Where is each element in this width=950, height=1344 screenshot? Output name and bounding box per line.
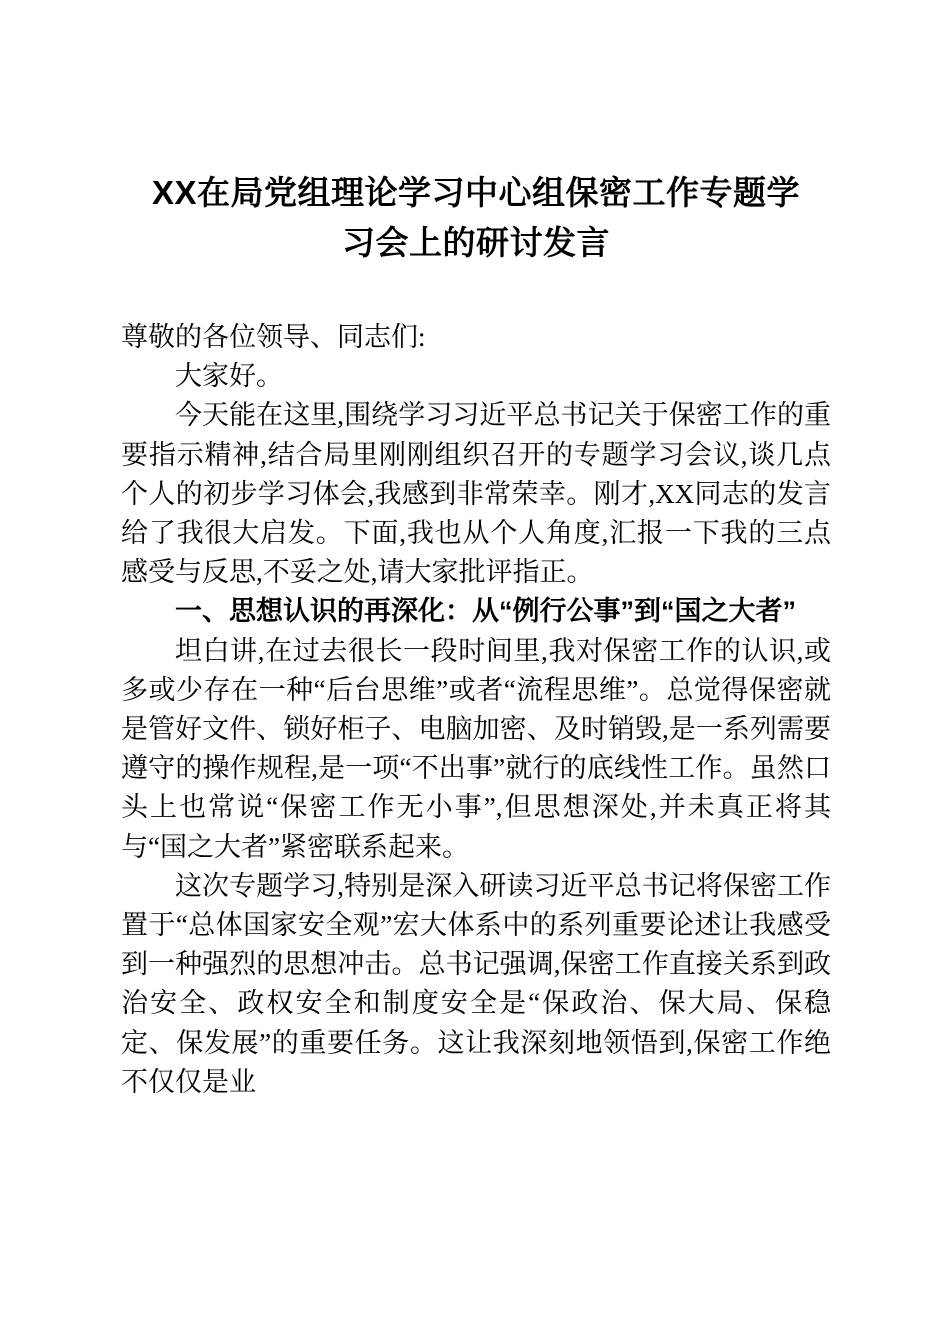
document-title-line-1: XX在局党组理论学习中心组保密工作专题学: [151, 174, 801, 211]
document-body: [121, 318, 831, 1102]
document-title-line-2: 习会上的研讨发言: [342, 224, 610, 261]
salutation-line: 尊敬的各位领导、同志们:: [121, 322, 426, 352]
section-1-paragraph-2: 这次专题学习,特别是深入研读习近平总书记将保密工作置于“总体国家安全观”宏大体系中的系列重要论述让我感受到一种强烈的思想冲击。总书记强调,保密工作直接关系到政治安全、政权安全和制度安全是“保政治、保大局、保稳定、保发展”的重要任务。这让我深刻地领悟到,保密工作绝不仅仅是业: [121, 870, 831, 1097]
greeting-line: 大家好。: [175, 361, 283, 392]
document-title: [121, 168, 831, 268]
intro-paragraph: 今天能在这里,围绕学习习近平总书记关于保密工作的重要指示精神,结合局里刚刚组织召开的专题学习会议,谈几点个人的初步学习体会,我感到非常荣幸。刚才,XX同志的发言给了我很大启发。下面,我也从个人角度,汇报一下我的三点感受与反思,不妥之处,请大家批评指正。: [121, 400, 831, 588]
section-1-paragraph-1: 坦白讲,在过去很长一段时间里,我对保密工作的认识,或多或少存在一种“后台思维”或者“流程思维”。总觉得保密就是管好文件、锁好柜子、电脑加密、及时销毁,是一系列需要遵守的操作规程,是一项“不出事”就行的底线性工作。虽然口头上也常说“保密工作无小事”,但思想深处,并未真正将其与“国之大者”紧密联系起来。: [121, 635, 831, 862]
section-heading-1: 一、思想认识的再深化：从“例行公事”到“国之大者”: [175, 596, 796, 627]
